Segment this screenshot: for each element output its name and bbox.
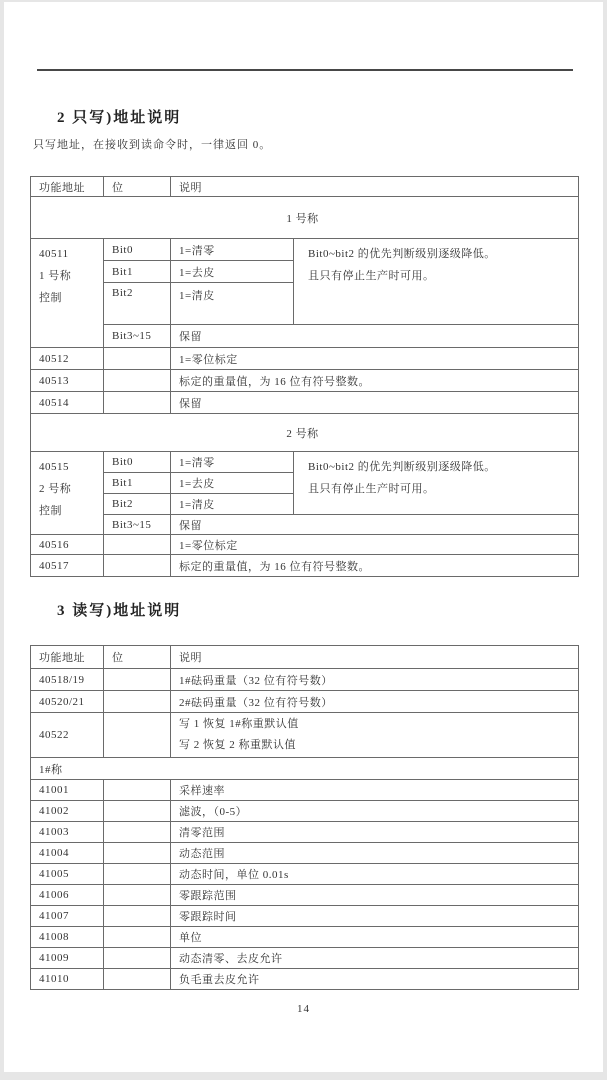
desc-cell: 1=清皮 <box>171 283 294 325</box>
table-row <box>31 669 579 691</box>
address-cell: 40522 <box>31 713 104 758</box>
table-row <box>31 691 579 713</box>
table-row <box>31 452 579 473</box>
header-bit: 位 <box>104 177 171 197</box>
address-cell: 41002 <box>31 801 104 822</box>
address-cell: 41009 <box>31 948 104 969</box>
table-row <box>31 864 579 885</box>
bit-cell-empty <box>104 555 171 577</box>
table-row <box>31 535 579 555</box>
table-row <box>31 885 579 906</box>
header-bit: 位 <box>104 646 171 669</box>
table-row <box>31 843 579 864</box>
desc-cell: 动态范围 <box>171 843 579 864</box>
group-row-scale1 <box>31 758 579 780</box>
address-cell: 41007 <box>31 906 104 927</box>
bit-cell-empty <box>104 370 171 392</box>
table-row <box>31 948 579 969</box>
bit-cell-empty <box>104 822 171 843</box>
header-description: 说明 <box>171 646 579 669</box>
address-cell: 41003 <box>31 822 104 843</box>
address-cell: 41005 <box>31 864 104 885</box>
group-label: 1#称 <box>31 758 579 780</box>
address-cell: 41008 <box>31 927 104 948</box>
bit-cell: Bit1 <box>104 473 171 494</box>
desc-cell: 零跟踪范围 <box>171 885 579 906</box>
table-row <box>31 822 579 843</box>
bit-cell-empty <box>104 843 171 864</box>
section-heading-read-write: 3 读写)地址说明 <box>57 603 182 619</box>
table-row <box>31 555 579 577</box>
bit-cell: Bit3~15 <box>104 325 171 348</box>
bit-cell-empty <box>104 669 171 691</box>
bit-cell: Bit0 <box>104 239 171 261</box>
bit-cell-empty <box>104 885 171 906</box>
note-cell: Bit0~bit2 的优先判断级别逐级降低。 且只有停止生产时可用。 <box>294 452 579 515</box>
bit-cell-empty <box>104 535 171 555</box>
address-cell: 40513 <box>31 370 104 392</box>
table-row <box>31 392 579 414</box>
bit-cell-empty <box>104 713 171 758</box>
bit-cell-empty <box>104 927 171 948</box>
address-cell: 40514 <box>31 392 104 414</box>
address-cell: 41001 <box>31 780 104 801</box>
address-cell: 40511 1 号称 控制 <box>31 239 104 348</box>
address-cell: 40515 2 号称 控制 <box>31 452 104 535</box>
read-write-table <box>30 645 579 990</box>
address-cell: 40518/19 <box>31 669 104 691</box>
table-row <box>31 325 579 348</box>
desc-cell: 保留 <box>171 325 579 348</box>
bit-cell: Bit1 <box>104 261 171 283</box>
table-row <box>31 348 579 370</box>
address-cell: 40512 <box>31 348 104 370</box>
note-cell: Bit0~bit2 的优先判断级别逐级降低。 且只有停止生产时可用。 <box>294 239 579 325</box>
page-number: 14 <box>297 1003 310 1015</box>
desc-cell: 单位 <box>171 927 579 948</box>
bit-cell: Bit2 <box>104 283 171 325</box>
bit-cell-empty <box>104 801 171 822</box>
table-row <box>31 780 579 801</box>
group-row-scale1 <box>31 197 579 239</box>
table-header-row <box>31 646 579 669</box>
desc-cell: 1=清零 <box>171 239 294 261</box>
bit-cell-empty <box>104 906 171 927</box>
write-only-intro: 只写地址，在接收到读命令时，一律返回 0。 <box>33 139 272 151</box>
desc-cell: 动态时间，单位 0.01s <box>171 864 579 885</box>
table-row <box>31 906 579 927</box>
desc-cell: 1=清零 <box>171 452 294 473</box>
desc-cell: 1=去皮 <box>171 261 294 283</box>
table-row <box>31 239 579 261</box>
table-row <box>31 927 579 948</box>
desc-cell: 清零范围 <box>171 822 579 843</box>
desc-cell: 标定的重量值，为 16 位有符号整数。 <box>171 555 579 577</box>
desc-cell: 1=零位标定 <box>171 348 579 370</box>
desc-cell: 1=清皮 <box>171 494 294 515</box>
desc-cell: 1#砝码重量（32 位有符号数） <box>171 669 579 691</box>
desc-cell: 标定的重量值，为 16 位有符号整数。 <box>171 370 579 392</box>
bit-cell-empty <box>104 864 171 885</box>
desc-cell: 负毛重去皮允许 <box>171 969 579 990</box>
document-page <box>4 2 603 1072</box>
table-row <box>31 515 579 535</box>
address-cell: 41010 <box>31 969 104 990</box>
table-row <box>31 713 579 758</box>
desc-cell: 保留 <box>171 392 579 414</box>
desc-cell: 滤波，（0-5） <box>171 801 579 822</box>
address-cell: 40520/21 <box>31 691 104 713</box>
table-row <box>31 801 579 822</box>
bit-cell: Bit2 <box>104 494 171 515</box>
bit-cell: Bit0 <box>104 452 171 473</box>
bit-cell-empty <box>104 780 171 801</box>
write-only-table <box>30 176 579 577</box>
desc-cell: 动态清零、去皮允许 <box>171 948 579 969</box>
header-address: 功能地址 <box>31 646 104 669</box>
bit-cell-empty <box>104 691 171 713</box>
desc-cell: 保留 <box>171 515 579 535</box>
section-heading-write-only: 2 只写)地址说明 <box>57 110 182 126</box>
desc-cell: 写 1 恢复 1#称重默认值 写 2 恢复 2 称重默认值 <box>171 713 579 758</box>
table-row <box>31 969 579 990</box>
desc-cell: 2#砝码重量（32 位有符号数） <box>171 691 579 713</box>
group-label: 1 号称 <box>31 197 579 239</box>
header-address: 功能地址 <box>31 177 104 197</box>
group-row-scale2 <box>31 414 579 452</box>
address-cell: 40517 <box>31 555 104 577</box>
desc-cell: 1=去皮 <box>171 473 294 494</box>
bit-cell: Bit3~15 <box>104 515 171 535</box>
desc-cell: 1=零位标定 <box>171 535 579 555</box>
bit-cell-empty <box>104 392 171 414</box>
address-cell: 41006 <box>31 885 104 906</box>
bit-cell-empty <box>104 969 171 990</box>
table-row <box>31 370 579 392</box>
table-header-row <box>31 177 579 197</box>
desc-cell: 采样速率 <box>171 780 579 801</box>
bit-cell-empty <box>104 348 171 370</box>
bit-cell-empty <box>104 948 171 969</box>
address-cell: 41004 <box>31 843 104 864</box>
desc-cell: 零跟踪时间 <box>171 906 579 927</box>
header-rule <box>37 69 573 71</box>
header-description: 说明 <box>171 177 579 197</box>
address-cell: 40516 <box>31 535 104 555</box>
group-label: 2 号称 <box>31 414 579 452</box>
